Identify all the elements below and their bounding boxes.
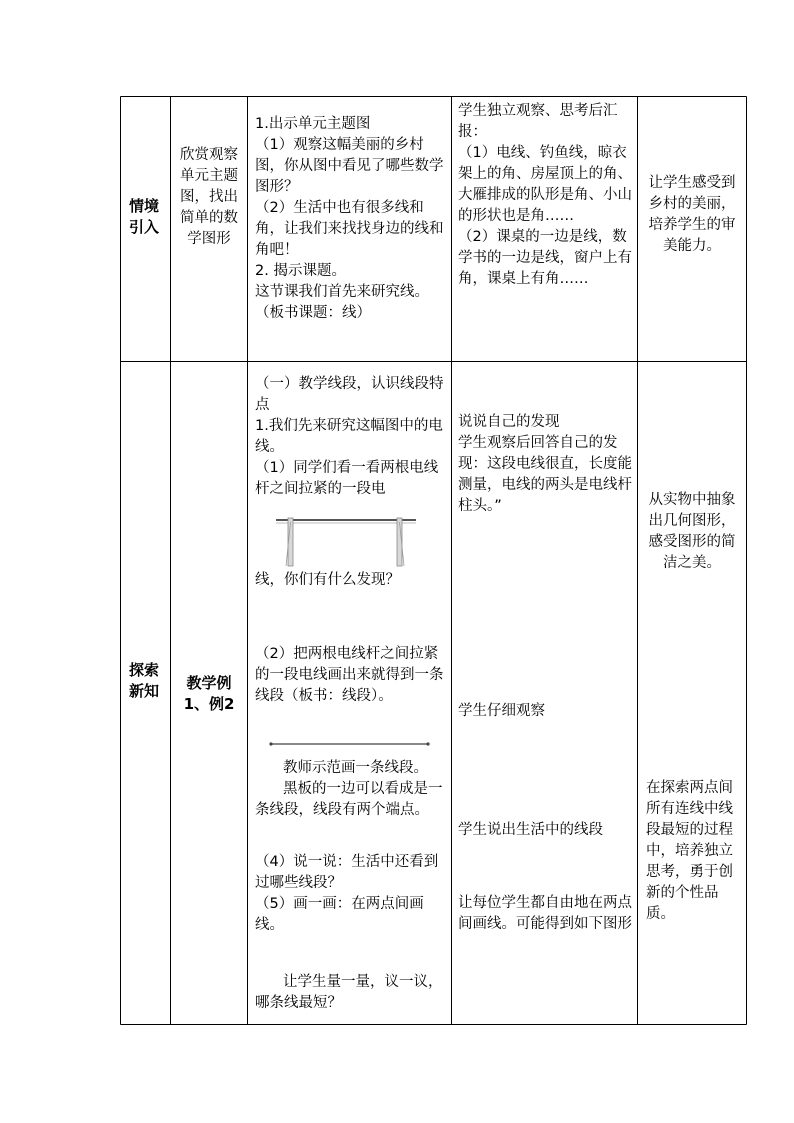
row2-teacher-line-2: 1.我们先来研究这幅图中的电线。: [255, 418, 443, 455]
row1-stage: [122, 196, 166, 238]
row2-design-intent-1: [646, 490, 738, 574]
row2-teacher-line-4: 线，你们有什么发现？: [255, 572, 400, 588]
row1-student-line-1: 学生独立观察、思考后汇报：: [458, 103, 618, 140]
row1-teacher-line-5: 这节课我们首先来研究线。（板书课题：线）: [255, 284, 429, 321]
row2-teacher-part1: [255, 374, 445, 500]
segment-endpoint-left: [269, 742, 272, 745]
row2-student-line-1: 说说自己的发现: [458, 414, 560, 430]
row1-teacher-line-2: （1）观察这幅美丽的乡村图，你从图中看见了哪些数学图形？: [255, 137, 444, 195]
row2-stage-text: 探索新知: [128, 661, 159, 700]
row2-student-line-5: 让每位学生都自由地在两点间画线。可能得到如下图形: [458, 895, 632, 932]
row1-student-line-2: （1）电线、钓鱼线，晾衣架上的角、房屋顶上的角、大雁排成的队形是角、小山的形状也是角……: [458, 145, 632, 224]
row2-teacher-line-1: （一）教学线段，认识线段特点: [255, 376, 444, 413]
row2-student-line-4: 学生说出生活中的线段: [458, 822, 603, 838]
row2-student-s4: [458, 893, 633, 935]
row2-activity-text: 教学例1、例2: [183, 674, 235, 713]
row1-activity-text: 欣赏观察单元主题图，找出简单的数学图形: [180, 147, 238, 247]
row2-student-line-3: 学生仔细观察: [458, 703, 545, 719]
segment-endpoint-right: [426, 742, 429, 745]
row2-teacher-line-9: （5）画一画：在两点间画线。: [255, 896, 424, 933]
row2-student-s2: [458, 701, 633, 722]
power-line-illustration: [276, 512, 416, 568]
row2-teacher-line-5: （2）把两根电线杆之间拉紧的一段电线画出来就得到一条线段（板书：线段）。: [255, 646, 444, 704]
row2-teacher-line-6: 教师示范画一条线段。: [283, 760, 428, 776]
row1-teacher-line-4: 2. 揭示课题。: [255, 263, 346, 279]
row1-teacher-steps: [255, 114, 445, 324]
row2-teacher-part2: [255, 570, 445, 591]
row1-teacher-line-1: 1.出示单元主题图: [255, 116, 371, 132]
row2-teacher-line-8: （4）说一说：生活中还看到过哪些线段？: [255, 854, 439, 891]
row2-student-s3: [458, 820, 633, 841]
row2-teacher-line-10: 让学生量一量，议一议，哪条线最短？: [255, 974, 443, 1011]
row1-teacher-line-3: （2）生活中也有很多线和角，让我们来找找身边的线和角吧！: [255, 200, 444, 258]
row2-design-text-2: 在探索两点间所有连线中线段最短的过程中，培养独立思考，勇于创新的个性品质。: [646, 780, 733, 922]
row2-activity: [177, 673, 241, 715]
line-segment-drawing: [268, 738, 432, 750]
row2-teacher-part6: [255, 972, 445, 1014]
row1-activity: [177, 145, 241, 250]
row2-teacher-part4: [255, 758, 445, 821]
row2-stage: [122, 660, 166, 702]
row2-student-line-2: 学生观察后回答自己的发现：这段电线很直，长度能测量，电线的两头是电线杆柱头。”: [458, 435, 632, 514]
row2-teacher-line-7: 黑板的一边可以看成是一条线段，线段有两个端点。: [255, 781, 443, 818]
row2-design-intent-2: [646, 778, 738, 925]
row2-teacher-part5: [255, 852, 445, 936]
row2-teacher-part3: [255, 644, 445, 707]
row2-design-text-1: 从实物中抽象出几何图形，感受图形的简洁之美。: [648, 492, 736, 571]
row2-student-s1: [458, 412, 633, 517]
row1-student-activity: [458, 101, 633, 290]
row1-student-line-3: （2）课桌的一边是线，数学书的一边是线，窗户上有角，课桌上有角……: [458, 229, 632, 287]
row1-design-text: 让学生感受到乡村的美丽，培养学生的审美能力。: [648, 175, 736, 254]
row1-stage-text: 情境引入: [128, 197, 159, 236]
row2-teacher-line-3: （1）同学们看一看两根电线杆之间拉紧的一段电: [255, 460, 439, 497]
row1-design-intent: [646, 173, 738, 257]
